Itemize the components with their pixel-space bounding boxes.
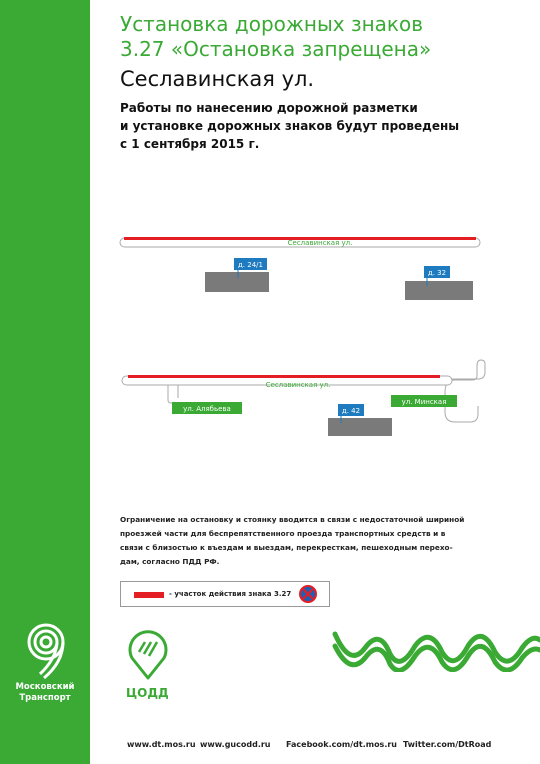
note-line-1: Ограничение на остановку и стоянку вводится в связи с недостаточной шириной — [120, 515, 465, 524]
footer-link-dt[interactable]: www.dt.mos.ru — [127, 740, 196, 749]
subtitle-line-2: и установке дорожных знаков будут проведены — [120, 119, 460, 133]
street-title: Сеславинская ул. — [120, 67, 315, 91]
side-street-label-minskaya: ул. Минская — [401, 398, 447, 406]
note-line-3: связи с близостью к въездам и выездам, перекресткам, пешеходным перехо- — [120, 543, 453, 552]
tsodd-logo-icon — [124, 628, 172, 680]
subtitle-line-1: Работы по нанесению дорожной разметки — [120, 101, 418, 115]
house-label-42: д. 42 — [341, 407, 361, 415]
legend — [120, 581, 330, 607]
restriction-zone-2 — [128, 375, 440, 378]
no-stopping-sign-icon — [299, 585, 317, 603]
map2-street-label: Сеславинская ул. — [265, 381, 331, 389]
note-line-4: дам, согласно ПДД РФ. — [120, 557, 220, 566]
house-label-24-1: д. 24/1 — [237, 261, 264, 269]
footer-link-gucodd[interactable]: www.gucodd.ru — [200, 740, 271, 749]
footer-link-twitter[interactable]: Twitter.com/DtRoad — [403, 740, 492, 749]
map1-street-label: Сеславинская ул. — [287, 239, 353, 247]
map-1 — [120, 237, 480, 300]
legend-text: - участок действия знака 3.27 — [169, 590, 292, 598]
building-24-1 — [205, 272, 269, 292]
legend-red-line — [134, 592, 164, 598]
brand-line-2: Транспорт — [19, 693, 71, 703]
building-42 — [328, 418, 392, 436]
side-street-label-alyabyeva: ул. Алябьева — [183, 405, 231, 413]
decorative-wave-pattern — [330, 624, 540, 672]
title-line-2: 3.27 «Остановка запрещена» — [120, 37, 432, 61]
subtitle-line-3: с 1 сентября 2015 г. — [120, 137, 260, 151]
note-line-2: проезжей части для беспрепятственного проезда транспортных средств и в — [120, 529, 446, 538]
title-line-1: Установка дорожных знаков — [120, 12, 424, 36]
house-label-32: д. 32 — [427, 269, 447, 277]
brand-line-1: Московский — [15, 682, 75, 692]
map-2 — [122, 360, 485, 436]
tsodd-label: ЦОДД — [126, 686, 169, 700]
footer-link-facebook[interactable]: Facebook.com/dt.mos.ru — [286, 740, 397, 749]
building-32 — [405, 281, 473, 300]
